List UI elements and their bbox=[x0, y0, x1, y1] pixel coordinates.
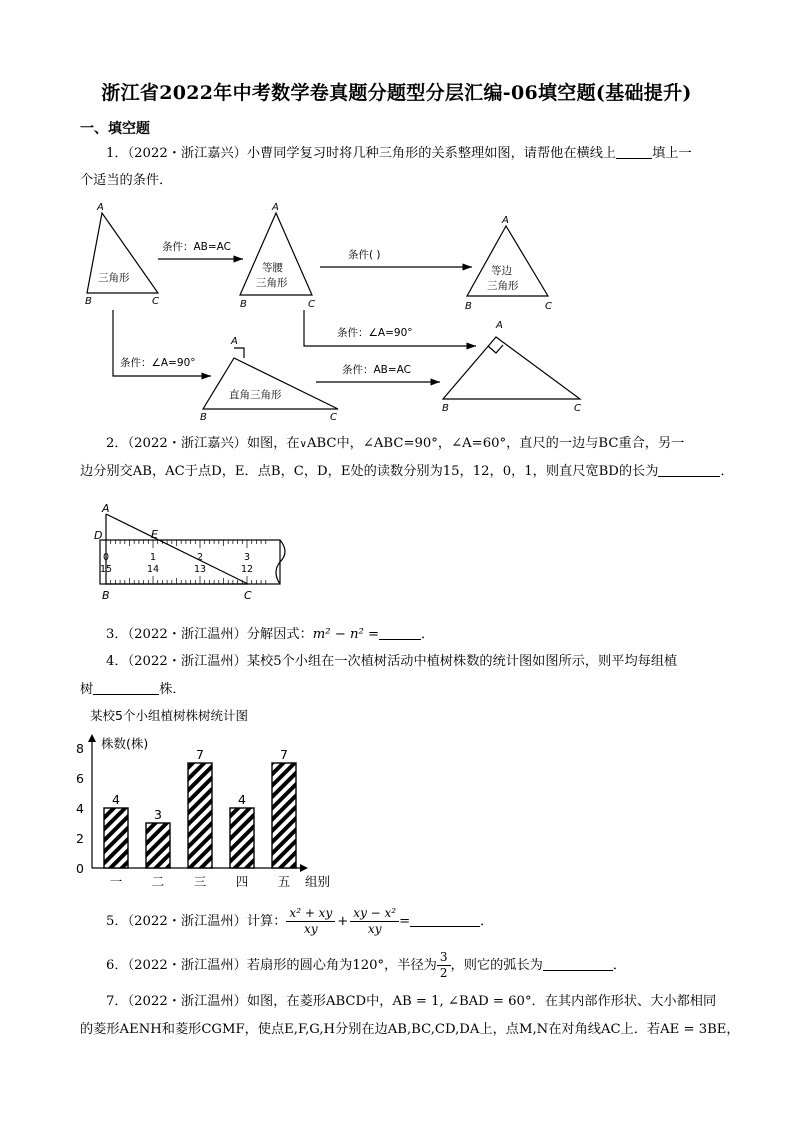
x-tick-label: 三 bbox=[193, 874, 207, 889]
vertex-label-b: B bbox=[85, 296, 92, 307]
vertex-label-c: C bbox=[152, 296, 159, 307]
x-tick-label: 四 bbox=[235, 874, 249, 889]
vertex-label-c: C bbox=[308, 299, 315, 310]
vertex-label-a: A bbox=[97, 202, 104, 213]
vertex-label-a: A bbox=[272, 202, 279, 213]
x-tick-label: 五 bbox=[277, 874, 291, 889]
question-7-line1: 7．（2022・浙江温州）如图，在菱形ABCD中，AB = 1, ∠BAD = 60°．在其内部作形状、大小都相同 bbox=[106, 994, 717, 1009]
fraction-denominator: xy bbox=[304, 922, 318, 936]
section-heading: 一、填空题 bbox=[80, 121, 150, 137]
bar-chart bbox=[68, 704, 358, 892]
vertex-label-b: B bbox=[442, 403, 449, 414]
ruler-top-number: 0 bbox=[103, 552, 110, 563]
x-tick-label: 二 bbox=[151, 874, 165, 889]
triangle-abc bbox=[106, 514, 251, 584]
bar bbox=[146, 823, 170, 868]
ruler-bottom-number: 15 bbox=[100, 564, 113, 575]
bar-value-label: 4 bbox=[238, 792, 246, 807]
vertex-label-a: A bbox=[496, 320, 503, 331]
arrow-label-angle-a: 条件：∠A=90° bbox=[337, 327, 413, 339]
arrow-label-ab-ac: 条件：AB=AC bbox=[162, 241, 232, 253]
x-tick-label: 一 bbox=[109, 874, 123, 889]
question-1-line1: 1．（2022・浙江嘉兴）小曹同学复习时将几种三角形的关系整理如图，请帮他在横线上 填上一 bbox=[106, 146, 692, 161]
label-isosceles-1: 等腰 bbox=[262, 262, 283, 274]
label-equilateral-2: 三角形 bbox=[487, 280, 519, 292]
vertex-label-c: C bbox=[330, 412, 337, 423]
label-triangle: 三角形 bbox=[98, 272, 130, 284]
y-axis-arrow bbox=[88, 734, 96, 742]
chart-title: 某校5个小组植树株树统计图 bbox=[90, 708, 248, 723]
vertex-label-b: B bbox=[240, 299, 247, 310]
question-7-line2: 的菱形AENH和菱形CGMF，使点E,F,G,H分别在边AB,BC,CD,DA上，点M,N在对角线AC上．若AE = 3BE， bbox=[80, 1022, 740, 1037]
triangle-right bbox=[203, 358, 338, 409]
question-3: 3．（2022・浙江温州）分解因式：m² − n² = ． bbox=[106, 627, 435, 642]
ruler-bottom-number: 13 bbox=[194, 564, 207, 575]
point-label-a: A bbox=[102, 502, 110, 515]
answer-blank-1[interactable] bbox=[616, 144, 652, 159]
vertex-label-c: C bbox=[545, 301, 552, 312]
vertex-label-b: B bbox=[200, 412, 207, 423]
x-axis-arrow bbox=[300, 864, 308, 872]
question-5: 5．（2022・浙江温州）计算： $\frac{\text{x² + xy}}{xy}$ + $\frac{\text{xy − x²}}{xy}$ = ． bbox=[106, 906, 494, 936]
ruler-top-number: 3 bbox=[244, 552, 251, 563]
y-tick-label: 6 bbox=[76, 771, 84, 786]
question-6: 6．（2022・浙江温州）若扇形的圆心角为120°，半径为 $\frac{3}{2}$ ，则它的弧长为 ． bbox=[106, 950, 627, 980]
arrow-label-blank: 条件( ) bbox=[348, 249, 381, 261]
bar-value-label: 3 bbox=[154, 807, 162, 822]
bar-value-label: 4 bbox=[112, 792, 120, 807]
arrow-label-angle-a: 条件：∠A=90° bbox=[120, 357, 196, 369]
point-label-d: D bbox=[94, 529, 103, 542]
fraction-numerator: x² + xy bbox=[286, 906, 335, 922]
ruler-bottom-number: 12 bbox=[241, 564, 254, 575]
point-label-b: B bbox=[102, 589, 110, 602]
label-right-triangle: 直角三角形 bbox=[229, 389, 282, 401]
ruler-bottom-number: 14 bbox=[147, 564, 160, 575]
bar bbox=[104, 808, 128, 868]
y-tick-label: 2 bbox=[76, 831, 84, 846]
ruler-top-number: 1 bbox=[150, 552, 157, 563]
vertex-label-c: C bbox=[574, 403, 581, 414]
answer-blank-6[interactable] bbox=[543, 956, 613, 971]
ruler-figure bbox=[86, 500, 296, 606]
x-axis-label: 组别 bbox=[305, 874, 331, 889]
question-2-line2: 边分别交AB，AC于点D，E．点B，C，D，E处的读数分别为15，12，0，1，则直尺宽BD的长为 ． bbox=[80, 464, 734, 479]
y-tick-label: 0 bbox=[76, 861, 84, 876]
y-tick-label: 4 bbox=[76, 801, 84, 816]
question-4-line2: 树 株． bbox=[80, 682, 186, 697]
bar bbox=[230, 808, 254, 868]
fraction-numerator: xy − x² bbox=[350, 906, 399, 922]
question-4-line1: 4．（2022・浙江温州）某校5个小组在一次植树活动中植树株数的统计图如图所示，则平均每组植 bbox=[106, 654, 678, 669]
ruler-top-number: 2 bbox=[197, 552, 204, 563]
fraction-denominator: xy bbox=[367, 922, 382, 936]
vertex-label-a: A bbox=[502, 215, 509, 226]
question-1-line2: 个适当的条件． bbox=[80, 173, 173, 188]
point-label-e: E bbox=[151, 528, 158, 541]
answer-blank-3[interactable] bbox=[379, 625, 421, 640]
answer-blank-4[interactable] bbox=[93, 680, 159, 695]
y-axis-label: 株数(株) bbox=[101, 736, 149, 751]
answer-blank-2[interactable] bbox=[658, 462, 720, 477]
answer-blank-5[interactable] bbox=[410, 912, 480, 927]
bar bbox=[188, 763, 212, 868]
bar-value-label: 7 bbox=[196, 747, 204, 762]
label-equilateral-1: 等边 bbox=[491, 265, 512, 277]
bar-value-label: 7 bbox=[280, 747, 288, 762]
point-label-c: C bbox=[244, 589, 252, 602]
ruler bbox=[100, 540, 280, 584]
fraction-denominator: 2 bbox=[439, 966, 448, 980]
y-tick-label: 8 bbox=[76, 741, 84, 756]
fraction-numerator: 3 bbox=[437, 950, 451, 966]
triangle-relation-diagram bbox=[80, 198, 600, 423]
bar bbox=[272, 763, 296, 868]
vertex-label-b: B bbox=[465, 301, 472, 312]
arrow-label-ab-ac: 条件：AB=AC bbox=[342, 364, 412, 376]
question-2-line1: 2．（2022・浙江嘉兴）如图，在∨ABC中，∠ABC=90°，∠A=60°，直尺的一边与BC重合，另一 bbox=[106, 436, 685, 451]
vertex-label-a: A bbox=[231, 336, 238, 347]
page-title: 浙江省2022年中考数学卷真题分题型分层汇编-06填空题(基础提升) bbox=[101, 82, 692, 104]
label-isosceles-2: 三角形 bbox=[256, 277, 288, 289]
